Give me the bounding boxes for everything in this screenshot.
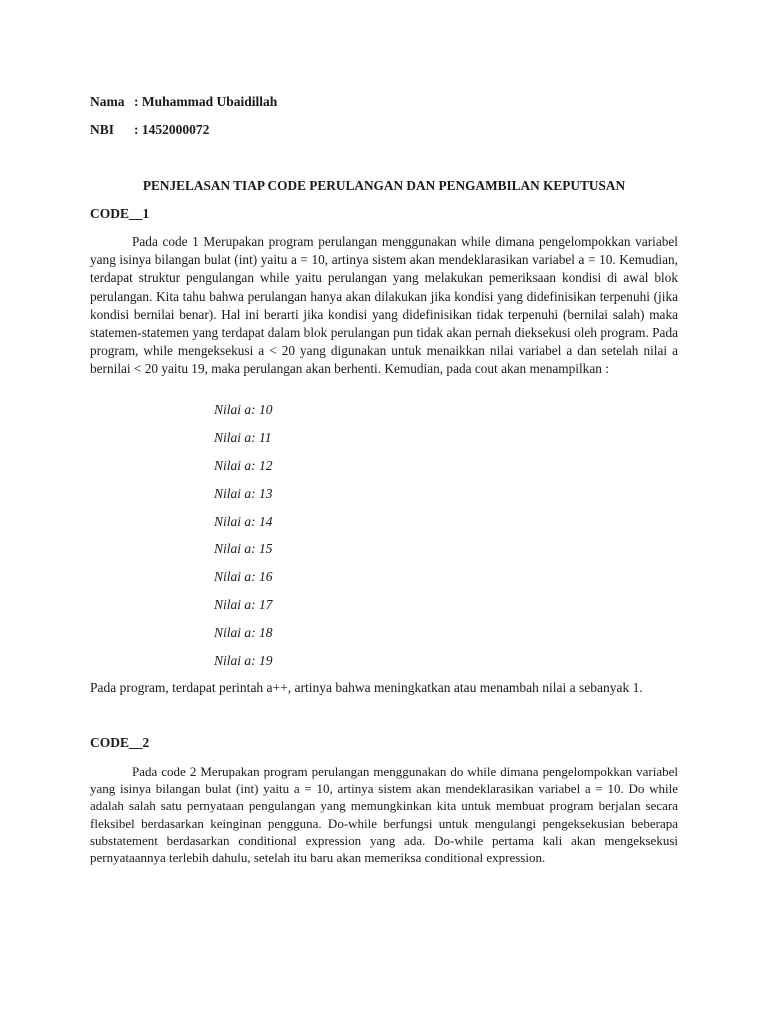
increment-note: Pada program, terdapat perintah a++, artinya bahwa meningkatkan atau menambah nilai a sebanyak 1. [90, 680, 643, 695]
output-line: Nilai a: 14 [214, 513, 273, 529]
nbi-value: : 1452000072 [134, 122, 210, 137]
output-line: Nilai a: 15 [214, 541, 273, 557]
output-line: Nilai a: 16 [214, 569, 273, 585]
output-line: Nilai a: 17 [214, 597, 273, 613]
output-list [214, 402, 273, 681]
name-value: : Muhammad Ubaidillah [134, 94, 278, 109]
output-line: Nilai a: 18 [214, 625, 273, 641]
section-paragraph-code-1: Pada code 1 Merupakan program perulangan menggunakan while dimana pengelompokkan variabel yang isinya bilangan bulat (int) yaitu a = 10, artinya sistem akan mendeklarasikan variabel a = 10. Kemudian, terdapat struktur pengulangan while yaitu perulangan yang melakukan pemeriksaan kondisi di awal blok perulangan. Kita tahu bahwa perulangan hanya akan dilakukan jika kondisi yang didefinisikan terpenuhi (jika kondisi bernilai benar). Hal ini berarti jika kondisi yang didefinisikan tidak terpenuhi (bernilai salah) maka statemen-statemen yang terdapat dalam blok perulangan pun tidak akan pernah dieksekusi oleh program. Pada program, while mengeksekusi a < 20 yang digunakan untuk menaikkan nilai variabel a dan setelah nilai a bernilai < 20 yaitu 19, maka perulangan akan berhenti. Kemudian, pada cout akan menampilkan : [90, 234, 678, 377]
section-paragraph-code-2: Pada code 2 Merupakan program perulangan menggunakan do while dimana pengelompokkan variabel yang isinya bilangan bulat (int) yaitu a = 10, artinya sistem akan mendeklarasikan variabel a = 10. Do while adalah salah satu pernyataan pengulangan yang memungkinkan kita untuk membuat program berjalan secara fleksibel berdasarkan keinginan pengguna. Do-while berfungsi untuk mengulangi pengeksekusian beberapa substatement berdasarkan conditional expression yang ada. Do-while pertama kali akan mengeksekusi pernyataannya terlebih dahulu, setelah itu baru akan memeriksa conditional expression. [90, 764, 678, 866]
output-line: Nilai a: 19 [214, 653, 273, 669]
section-heading-code-1: CODE__1 [90, 206, 150, 221]
output-line: Nilai a: 11 [214, 429, 272, 445]
section-heading-code-2: CODE__2 [90, 735, 150, 750]
name-line [90, 94, 277, 110]
output-line: Nilai a: 12 [214, 457, 273, 473]
nbi-line [90, 122, 209, 138]
nbi-label: NBI [90, 122, 115, 137]
document-title: PENJELASAN TIAP CODE PERULANGAN DAN PENGAMBILAN KEPUTUSAN [142, 178, 626, 193]
output-line: Nilai a: 10 [214, 402, 273, 417]
output-line: Nilai a: 13 [214, 485, 273, 501]
name-label: Nama [90, 94, 125, 109]
